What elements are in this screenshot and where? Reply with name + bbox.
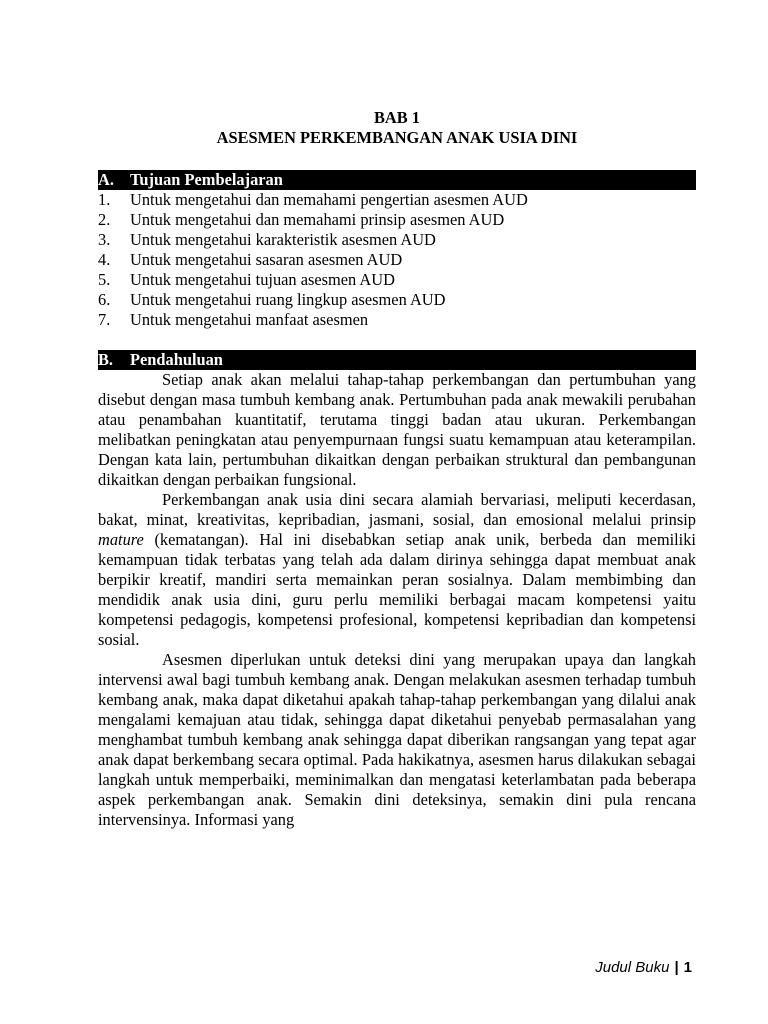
page-content bbox=[98, 108, 696, 830]
list-item bbox=[98, 190, 696, 210]
list-item bbox=[98, 310, 696, 330]
list-item bbox=[98, 230, 696, 250]
chapter-title: ASESMEN PERKEMBANGAN ANAK USIA DINI bbox=[216, 128, 578, 147]
list-item bbox=[98, 290, 696, 310]
intro-paragraph-2 bbox=[98, 490, 696, 650]
page-footer bbox=[595, 958, 692, 978]
footer-separator: | bbox=[674, 959, 679, 976]
paragraph-text: (kematangan). Hal ini disebabkan setiap anak unik, berbeda dan memiliki kemampuan tidak terbatas yang telah ada dalam dirinya sehingga dapat membuat anak berpikir kreatif, mandiri serta memainkan peran sosialnya. Dalam membimbing dan mendidik anak usia dini, guru perlu memiliki berbagai macam kompetensi yaitu kompetensi pedagogis, kompetensi profesional, kompetensi kepribadian dan kompetensi sosial. bbox=[98, 530, 696, 649]
learning-goals-list bbox=[98, 190, 696, 330]
section-b-heading bbox=[98, 350, 696, 370]
chapter-number: BAB 1 bbox=[374, 108, 420, 127]
paragraph-text: Perkembangan anak usia dini secara alamiah bervariasi, meliputi kecerdasan, bakat, minat, kreativitas, kepribadian, jasmani, sosial, dan emosional melalui prinsip bbox=[98, 490, 696, 529]
section-a-title: Tujuan Pembelajaran bbox=[130, 170, 283, 189]
list-item-number: 5. bbox=[98, 270, 111, 289]
list-item-text: Untuk mengetahui manfaat asesmen bbox=[130, 310, 369, 329]
footer-book-title: Judul Buku bbox=[595, 959, 670, 976]
italic-term: mature bbox=[98, 530, 144, 549]
list-item-number: 7. bbox=[98, 310, 111, 329]
section-b-letter: B. bbox=[98, 350, 114, 369]
list-item-text: Untuk mengetahui karakteristik asesmen AUD bbox=[130, 230, 436, 249]
page-number: 1 bbox=[683, 959, 692, 976]
list-item-text: Untuk mengetahui dan memahami pengertian asesmen AUD bbox=[130, 190, 528, 209]
list-item-text: Untuk mengetahui sasaran asesmen AUD bbox=[130, 250, 403, 269]
section-a-heading bbox=[98, 170, 696, 190]
list-item bbox=[98, 210, 696, 230]
section-b-title: Pendahuluan bbox=[130, 350, 223, 369]
list-item-text: Untuk mengetahui tujuan asesmen AUD bbox=[130, 270, 395, 289]
list-item bbox=[98, 250, 696, 270]
list-item-number: 3. bbox=[98, 230, 111, 249]
list-item-number: 1. bbox=[98, 190, 111, 209]
list-item-number: 2. bbox=[98, 210, 111, 229]
list-item-number: 6. bbox=[98, 290, 111, 309]
list-item bbox=[98, 270, 696, 290]
intro-paragraph-1: Setiap anak akan melalui tahap-tahap perkembangan dan pertumbuhan yang disebut dengan masa tumbuh kembang anak. Pertumbuhan pada anak mewakili perubahan atau penambahan kuantitatif, terutama tinggi badan atau ukuran. Perkembangan melibatkan peningkatan atau penyempurnaan fungsi suatu kemampuan atau keterampilan. Dengan kata lain, pertumbuhan dikaitkan dengan perbaikan struktural dan pembangunan dikaitkan dengan perbaikan fungsional. bbox=[98, 370, 696, 489]
list-item-text: Untuk mengetahui dan memahami prinsip asesmen AUD bbox=[130, 210, 505, 229]
intro-paragraph-3: Asesmen diperlukan untuk deteksi dini yang merupakan upaya dan langkah intervensi awal bagi tumbuh kembang anak. Dengan melakukan asesmen terhadap tumbuh kembang anak, maka dapat diketahui apakah tahap-tahap perkembangan yang dilalui anak mengalami kemajuan atau tidak, sehingga dapat diketahui penyebab permasalahan yang menghambat tumbuh kembang anak sehingga dapat diberikan rangsangan yang tepat agar anak dapat berkembang secara optimal. Pada hakikatnya, asesmen harus dilakukan sebagai langkah untuk memperbaiki, meminimalkan dan mengatasi keterlambatan pada beberapa aspek perkembangan anak. Semakin dini deteksinya, semakin dini pula rencana intervensinya. Informasi yang bbox=[98, 650, 696, 829]
list-item-text: Untuk mengetahui ruang lingkup asesmen AUD bbox=[130, 290, 446, 309]
list-item-number: 4. bbox=[98, 250, 111, 269]
section-a-letter: A. bbox=[98, 170, 114, 189]
